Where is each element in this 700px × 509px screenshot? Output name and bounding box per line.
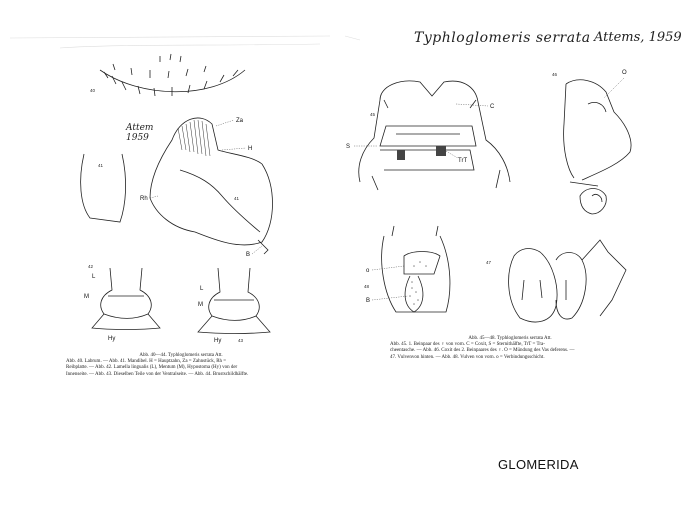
handwritten-species-name: Typhloglomeris serrata	[414, 30, 591, 46]
figure-number: 48	[364, 284, 370, 289]
label-Hy: Hy	[108, 336, 116, 342]
figure-41-sketch	[81, 154, 126, 222]
figure-number: 45	[370, 112, 376, 117]
label-TrT: TrT	[458, 158, 468, 164]
figure-43	[198, 268, 270, 334]
caption-title: Abb. 40—44. Typhloglomeris serrata Att.	[139, 353, 223, 358]
leader-lines-left	[150, 120, 262, 254]
leader-lines-48	[372, 266, 408, 300]
figure-number: 40	[90, 88, 96, 93]
figure-47	[509, 240, 626, 322]
label-C: C	[490, 104, 495, 110]
handwritten-author-year: Attems, 1959	[594, 30, 682, 45]
label-Rh: Rh	[140, 196, 148, 202]
caption-title: Abb. 45—48. Typhloglomeris serrata Att.	[468, 336, 552, 341]
caption-line: Abb. 40. Labrum. — Abb. 41. Mandibel. H = Hauptzahn, Za = Zahnstück, Rh =	[66, 359, 227, 365]
leader-line-46	[604, 78, 624, 98]
figure-41-teeth	[178, 120, 210, 156]
figure-45	[359, 81, 510, 190]
figure-number: 41	[98, 163, 104, 168]
label-Hy: Hy	[214, 338, 222, 344]
label-H: H	[248, 146, 253, 152]
handwritten-note-line: 1959	[126, 133, 149, 143]
figure-number: 42	[88, 264, 94, 269]
label-M: M	[198, 302, 203, 308]
order-label: GLOMERIDA	[498, 457, 579, 472]
handwritten-note-line: Attem	[126, 123, 154, 133]
handwritten-note	[126, 123, 153, 143]
figure-number: 41	[234, 196, 240, 201]
caption-line: cheentasche. — Abb. 46. Coxit des 2. Beinpaares des ♀. O = Mündung des Vas deferens. —	[390, 348, 575, 354]
label-Za: Za	[236, 118, 244, 124]
label-S: S	[346, 144, 351, 150]
figure-number: 47	[486, 260, 492, 265]
figure-number: 46	[552, 72, 558, 77]
figure-48	[382, 226, 450, 312]
label-L: L	[92, 274, 96, 280]
figure-46	[564, 80, 631, 214]
label-M: M	[84, 294, 89, 300]
label-B: B	[366, 298, 371, 304]
label-O: O	[622, 70, 627, 76]
figure-48-stipple	[409, 261, 427, 305]
figure-45-hatch	[397, 146, 446, 160]
figure-40-labrum	[100, 54, 245, 96]
label-B: B	[246, 252, 251, 258]
caption-line: 47. Vulvenvon hinten. — Abb. 48. Vulven von vorn. o = Verbindungsschicht.	[390, 354, 545, 360]
caption-line: Innenseite. — Abb. 43. Dieselben Teile von der Ventralseite. — Abb. 44. Brustschildhälfte.	[66, 371, 249, 377]
label-o: o	[366, 268, 370, 274]
scan-artifacts	[10, 36, 360, 48]
right-plate-caption	[390, 336, 630, 361]
left-plate-caption	[66, 353, 296, 378]
caption-line: Reibplatte. — Abb. 42. Lamella lingualis (L), Mentum (M), Hypostoma (Hy) von der	[66, 365, 238, 371]
caption-line: Abb. 45. 1. Beinpaar des ♀ von vorn. C = Coxit, S = Sternithälfte, TrT = Tra-	[390, 342, 545, 348]
figure-42	[92, 268, 160, 330]
figure-number: 43	[238, 338, 244, 343]
label-L: L	[200, 286, 204, 292]
figure-41-mandible	[150, 118, 273, 254]
